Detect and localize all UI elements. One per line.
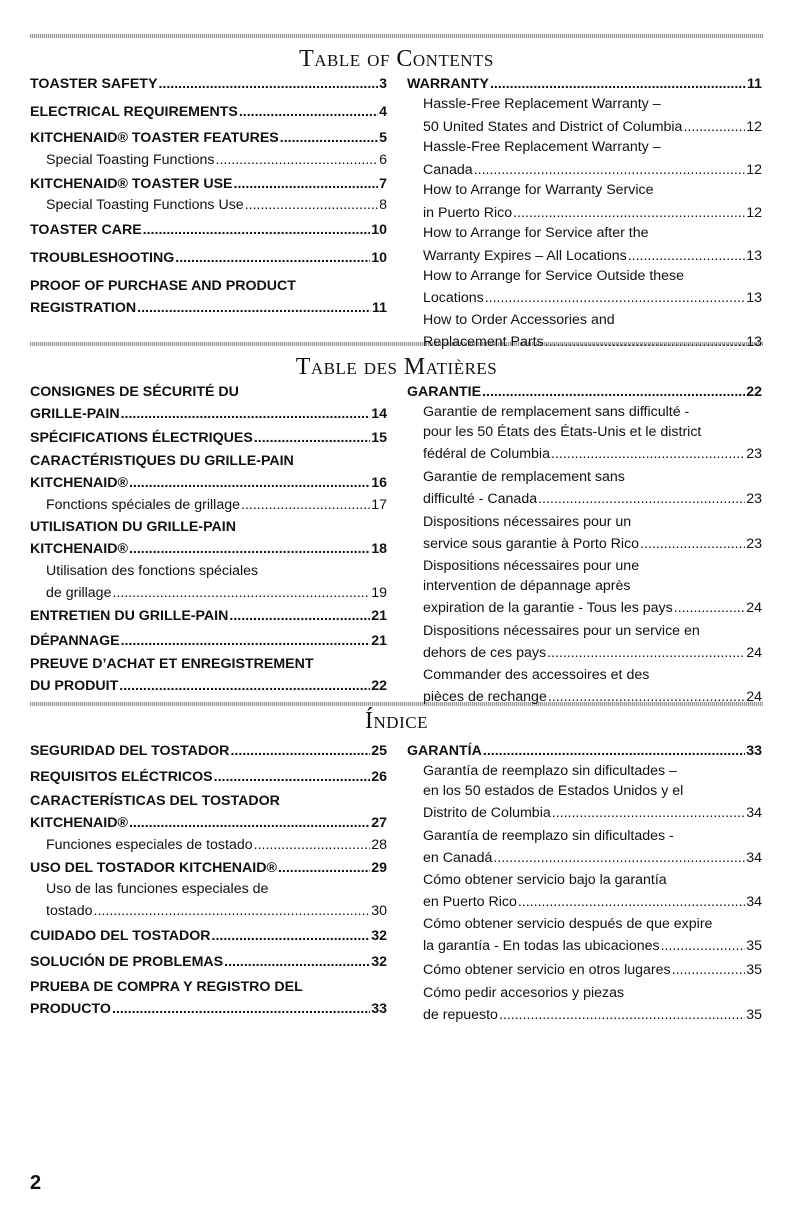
dot-leader (94, 903, 371, 919)
toc-entry-title: fédéral de Columbia (423, 446, 550, 462)
toc-entry-lead-line: Dispositions nécessaires pour un service en (423, 623, 700, 639)
toc-entry-title: Funciones especiales de tostado (46, 837, 253, 853)
toc-entry (423, 162, 762, 178)
toc-entry (30, 954, 387, 970)
toc-entry (30, 678, 387, 694)
toc-entry-title: ELECTRICAL REQUIREMENTS (30, 104, 238, 120)
toc-entry-lead-line: Garantie de remplacement sans difficulté - (423, 404, 690, 420)
toc-entry-lead-line: Garantía de reemplazo sin dificultades - (423, 828, 674, 844)
toc-entry (423, 334, 762, 350)
dot-leader (483, 743, 745, 759)
toc-entry-lead-line: How to Arrange for Service Outside these (423, 268, 685, 284)
toc-entry-title: pièces de rechange (423, 689, 547, 705)
toc-entry-page: 6 (379, 152, 387, 168)
toc-entry-page: 13 (746, 248, 762, 264)
toc-entry-page: 24 (746, 689, 762, 705)
toc-entry-title: TROUBLESHOOTING (30, 250, 175, 266)
dot-leader (212, 928, 371, 944)
toc-entry-page: 22 (746, 384, 762, 400)
toc-entry-lead-line: CARACTÉRISTIQUES DU GRILLE-PAIN (30, 453, 294, 469)
dot-leader (518, 894, 745, 910)
toc-entry-lead-line: Dispositions nécessaires pour une (423, 558, 640, 574)
dot-leader (552, 805, 745, 821)
dot-leader (216, 152, 379, 168)
toc-entry-title: Locations (423, 290, 484, 306)
toc-entry-page: 33 (371, 1001, 387, 1017)
toc-entry (30, 250, 387, 266)
toc-entry-lead-line: Cómo obtener servicio bajo la garantía (423, 872, 667, 888)
toc-entry (30, 475, 387, 491)
dot-leader (538, 491, 745, 507)
toc-entry (407, 384, 762, 400)
toc-entry-title: REGISTRATION (30, 300, 137, 316)
toc-entry (423, 850, 762, 866)
toc-entry (30, 430, 387, 446)
toc-entry-title: KITCHENAID® (30, 475, 128, 491)
toc-entry (423, 290, 762, 306)
toc-entry-title: Warranty Expires – All Locations (423, 248, 627, 264)
toc-entry-page: 12 (746, 162, 762, 178)
toc-entry-title: KITCHENAID® (30, 815, 128, 831)
toc-entry-page: 23 (746, 491, 762, 507)
dot-leader (112, 585, 370, 601)
dot-leader (513, 205, 745, 221)
toc-entry (30, 743, 387, 759)
toc-entry-page: 24 (746, 645, 762, 661)
toc-entry-page: 5 (379, 130, 387, 146)
toc-entry (46, 152, 387, 168)
toc-entry-page: 32 (371, 928, 387, 944)
toc-entry-page: 17 (371, 497, 387, 513)
toc-entry-page: 18 (371, 541, 387, 557)
toc-entry-page: 10 (371, 222, 387, 238)
toc-entry-page: 32 (371, 954, 387, 970)
toc-entry-lead-line: Dispositions nécessaires pour un (423, 514, 632, 530)
toc-entry (30, 860, 387, 876)
toc-entry-lead-line: How to Arrange for Service after the (423, 225, 649, 241)
toc-entry-title: expiration de la garantie - Tous les pays (423, 600, 673, 616)
toc-entry-lead-line: CARACTERÍSTICAS DEL TOSTADOR (30, 793, 280, 809)
toc-entry (423, 205, 762, 221)
toc-entry-title: Special Toasting Functions Use (46, 197, 244, 213)
toc-entry-page: 4 (379, 104, 387, 120)
dot-leader (129, 475, 370, 491)
dot-leader (661, 938, 746, 954)
dot-leader (137, 300, 371, 316)
dot-leader (230, 743, 370, 759)
toc-entry-title: Fonctions spéciales de grillage (46, 497, 241, 513)
toc-entry (423, 805, 762, 821)
dot-leader (129, 541, 370, 557)
toc-entry-lead-line: PRUEBA DE COMPRA Y REGISTRO DEL (30, 979, 303, 995)
dot-leader (143, 222, 371, 238)
section-title-fr: Table des Matières (295, 354, 498, 380)
toc-entry-title: KITCHENAID® TOASTER FEATURES (30, 130, 279, 146)
toc-entry (423, 962, 762, 978)
toc-entry-lead-line: How to Order Accessories and (423, 312, 615, 328)
toc-entry-title: GARANTÍA (407, 743, 482, 759)
toc-entry (30, 300, 387, 316)
toc-entry-lead-line: Uso de las funciones especiales de (46, 881, 269, 897)
toc-entry (30, 633, 387, 649)
toc-entry-page: 11 (747, 76, 762, 92)
dot-leader (674, 600, 745, 616)
toc-entry-title: GARANTIE (407, 384, 482, 400)
toc-entry-title: de grillage (46, 585, 112, 601)
toc-entry (423, 248, 762, 264)
dot-leader (239, 104, 378, 120)
dot-leader (672, 962, 746, 978)
dot-leader (229, 608, 370, 624)
toc-entry-page: 35 (746, 1007, 762, 1023)
toc-entry (30, 608, 387, 624)
toc-entry-title: Special Toasting Functions (46, 152, 215, 168)
toc-entry (46, 585, 387, 601)
toc-entry-title: Replacement Parts (423, 334, 544, 350)
dot-leader (119, 678, 370, 694)
toc-entry-page: 23 (746, 446, 762, 462)
dot-leader (175, 250, 370, 266)
toc-entry-lead-line: en los 50 estados de Estados Unidos y el (423, 783, 684, 799)
toc-entry-lead-line: PREUVE D’ACHAT ET ENREGISTREMENT (30, 656, 314, 672)
toc-entry-title: SPÉCIFICATIONS ÉLECTRIQUES (30, 430, 253, 446)
dot-leader (121, 406, 371, 422)
section-title-es: Índice (365, 708, 428, 734)
toc-entry-page: 35 (746, 962, 762, 978)
toc-entry-title: in Puerto Rico (423, 205, 513, 221)
toc-entry (407, 76, 762, 92)
toc-entry (423, 446, 762, 462)
toc-entry-page: 35 (746, 938, 762, 954)
toc-entry-title: Distrito de Columbia (423, 805, 551, 821)
toc-entry-page: 28 (371, 837, 387, 853)
toc-entry-page: 10 (371, 250, 387, 266)
toc-entry-page: 21 (371, 633, 387, 649)
toc-entry (423, 536, 762, 552)
toc-entry-lead-line: How to Arrange for Warranty Service (423, 182, 654, 198)
toc-entry-title: SEGURIDAD DEL TOSTADOR (30, 743, 230, 759)
toc-entry-title: service sous garantie à Porto Rico (423, 536, 640, 552)
toc-entry-lead-line: Utilisation des fonctions spéciales (46, 563, 259, 579)
toc-entry-title: TOASTER SAFETY (30, 76, 158, 92)
toc-entry (423, 1007, 762, 1023)
toc-entry (407, 743, 762, 759)
dot-leader (548, 689, 745, 705)
toc-entry-title: DU PRODUIT (30, 678, 119, 694)
toc-entry (46, 837, 387, 853)
toc-entry-title: dehors de ces pays (423, 645, 547, 661)
dot-leader (245, 197, 378, 213)
toc-entry (30, 130, 387, 146)
toc-entry-title: 50 United States and District of Columbia (423, 119, 683, 135)
dot-leader (280, 130, 378, 146)
dot-leader (158, 76, 378, 92)
toc-entry (423, 119, 762, 135)
dot-leader (545, 334, 746, 350)
toc-entry (30, 928, 387, 944)
toc-entry (30, 176, 387, 192)
toc-entry-title: REQUISITOS ELÉCTRICOS (30, 769, 213, 785)
toc-entry-lead-line: pour les 50 États des États-Unis et le district (423, 424, 702, 440)
dot-leader (551, 446, 745, 462)
toc-entry-page: 19 (371, 585, 387, 601)
toc-entry (30, 541, 387, 557)
dot-leader (129, 815, 370, 831)
page-number: 2 (30, 1172, 42, 1194)
toc-entry-page: 7 (379, 176, 387, 192)
toc-entry-lead-line: intervention de dépannage après (423, 578, 631, 594)
toc-entry-page: 33 (746, 743, 762, 759)
dot-leader (121, 633, 371, 649)
toc-entry-title: WARRANTY (407, 76, 489, 92)
dot-leader (278, 860, 370, 876)
toc-entry-lead-line: PROOF OF PURCHASE AND PRODUCT (30, 278, 296, 294)
toc-entry-title: USO DEL TOSTADOR KITCHENAID® (30, 860, 277, 876)
toc-entry-page: 24 (746, 600, 762, 616)
toc-entry-page: 21 (371, 608, 387, 624)
dot-leader (547, 645, 745, 661)
toc-entry (423, 894, 762, 910)
dot-leader (112, 1001, 370, 1017)
toc-entry (423, 600, 762, 616)
toc-entry-lead-line: Hassle-Free Replacement Warranty – (423, 139, 661, 155)
toc-entry-title: tostado (46, 903, 93, 919)
toc-entry-title: ENTRETIEN DU GRILLE-PAIN (30, 608, 229, 624)
toc-entry-lead-line: UTILISATION DU GRILLE-PAIN (30, 519, 236, 535)
toc-entry-lead-line: Garantie de remplacement sans (423, 469, 625, 485)
toc-entry-page: 27 (371, 815, 387, 831)
toc-entry-lead-line: Garantía de reemplazo sin dificultades – (423, 763, 677, 779)
toc-entry (423, 645, 762, 661)
toc-entry-lead-line: CONSIGNES DE SÉCURITÉ DU (30, 384, 239, 400)
toc-entry-page: 13 (746, 290, 762, 306)
toc-entry-title: SOLUCIÓN DE PROBLEMAS (30, 954, 224, 970)
toc-entry-title: la garantía - En todas las ubicaciones (423, 938, 660, 954)
toc-entry-title: DÉPANNAGE (30, 633, 120, 649)
toc-entry-title: Cómo obtener servicio en otros lugares (423, 962, 671, 978)
toc-entry (423, 689, 762, 705)
toc-entry-page: 23 (746, 536, 762, 552)
dot-leader (499, 1007, 745, 1023)
toc-entry-page: 16 (371, 475, 387, 491)
toc-entry-page: 25 (371, 743, 387, 759)
toc-entry-page: 15 (371, 430, 387, 446)
toc-entry-page: 14 (371, 406, 387, 422)
dot-leader (482, 384, 745, 400)
dot-leader (640, 536, 745, 552)
toc-entry-page: 12 (746, 205, 762, 221)
toc-entry-lead-line: Cómo pedir accesorios y piezas (423, 985, 625, 1001)
toc-entry-title: KITCHENAID® TOASTER USE (30, 176, 233, 192)
dot-leader (254, 837, 371, 853)
toc-entry (46, 497, 387, 513)
toc-entry (30, 406, 387, 422)
toc-entry (30, 104, 387, 120)
toc-entry-page: 29 (371, 860, 387, 876)
dot-leader (628, 248, 746, 264)
divider-rule-1 (30, 34, 763, 38)
toc-entry (30, 222, 387, 238)
toc-entry-page: 22 (371, 678, 387, 694)
toc-entry-lead-line: Hassle-Free Replacement Warranty – (423, 96, 661, 112)
section-title-en: Table of Contents (299, 46, 494, 72)
toc-entry-title: GRILLE-PAIN (30, 406, 120, 422)
dot-leader (234, 176, 379, 192)
toc-entry-page: 12 (746, 119, 762, 135)
toc-entry (30, 769, 387, 785)
toc-entry-page: 26 (371, 769, 387, 785)
toc-entry-title: KITCHENAID® (30, 541, 128, 557)
dot-leader (224, 954, 370, 970)
toc-entry (423, 491, 762, 507)
toc-entry (30, 815, 387, 831)
toc-entry-lead-line: Cómo obtener servicio después de que expire (423, 916, 713, 932)
dot-leader (493, 850, 745, 866)
toc-entry-page: 30 (371, 903, 387, 919)
toc-entry-title: PRODUCTO (30, 1001, 111, 1017)
toc-entry-title: Canada (423, 162, 473, 178)
toc-entry (46, 903, 387, 919)
toc-entry-page: 8 (379, 197, 387, 213)
toc-entry (30, 76, 387, 92)
dot-leader (241, 497, 370, 513)
dot-leader (485, 290, 745, 306)
dot-leader (474, 162, 746, 178)
toc-entry-title: TOASTER CARE (30, 222, 142, 238)
toc-entry (30, 1001, 387, 1017)
toc-entry-page: 11 (372, 300, 387, 316)
toc-entry (46, 197, 387, 213)
toc-entry-lead-line: Commander des accessoires et des (423, 667, 650, 683)
toc-entry (423, 938, 762, 954)
toc-entry-title: en Canadá (423, 850, 493, 866)
dot-leader (214, 769, 371, 785)
toc-entry-title: difficulté - Canada (423, 491, 538, 507)
dot-leader (490, 76, 746, 92)
toc-entry-title: CUIDADO DEL TOSTADOR (30, 928, 211, 944)
toc-entry-title: en Puerto Rico (423, 894, 517, 910)
toc-entry-page: 3 (379, 76, 387, 92)
toc-entry-page: 34 (746, 894, 762, 910)
toc-entry-title: de repuesto (423, 1007, 498, 1023)
dot-leader (254, 430, 370, 446)
dot-leader (683, 119, 745, 135)
toc-entry-page: 34 (746, 850, 762, 866)
toc-entry-page: 13 (746, 334, 762, 350)
toc-entry-page: 34 (746, 805, 762, 821)
